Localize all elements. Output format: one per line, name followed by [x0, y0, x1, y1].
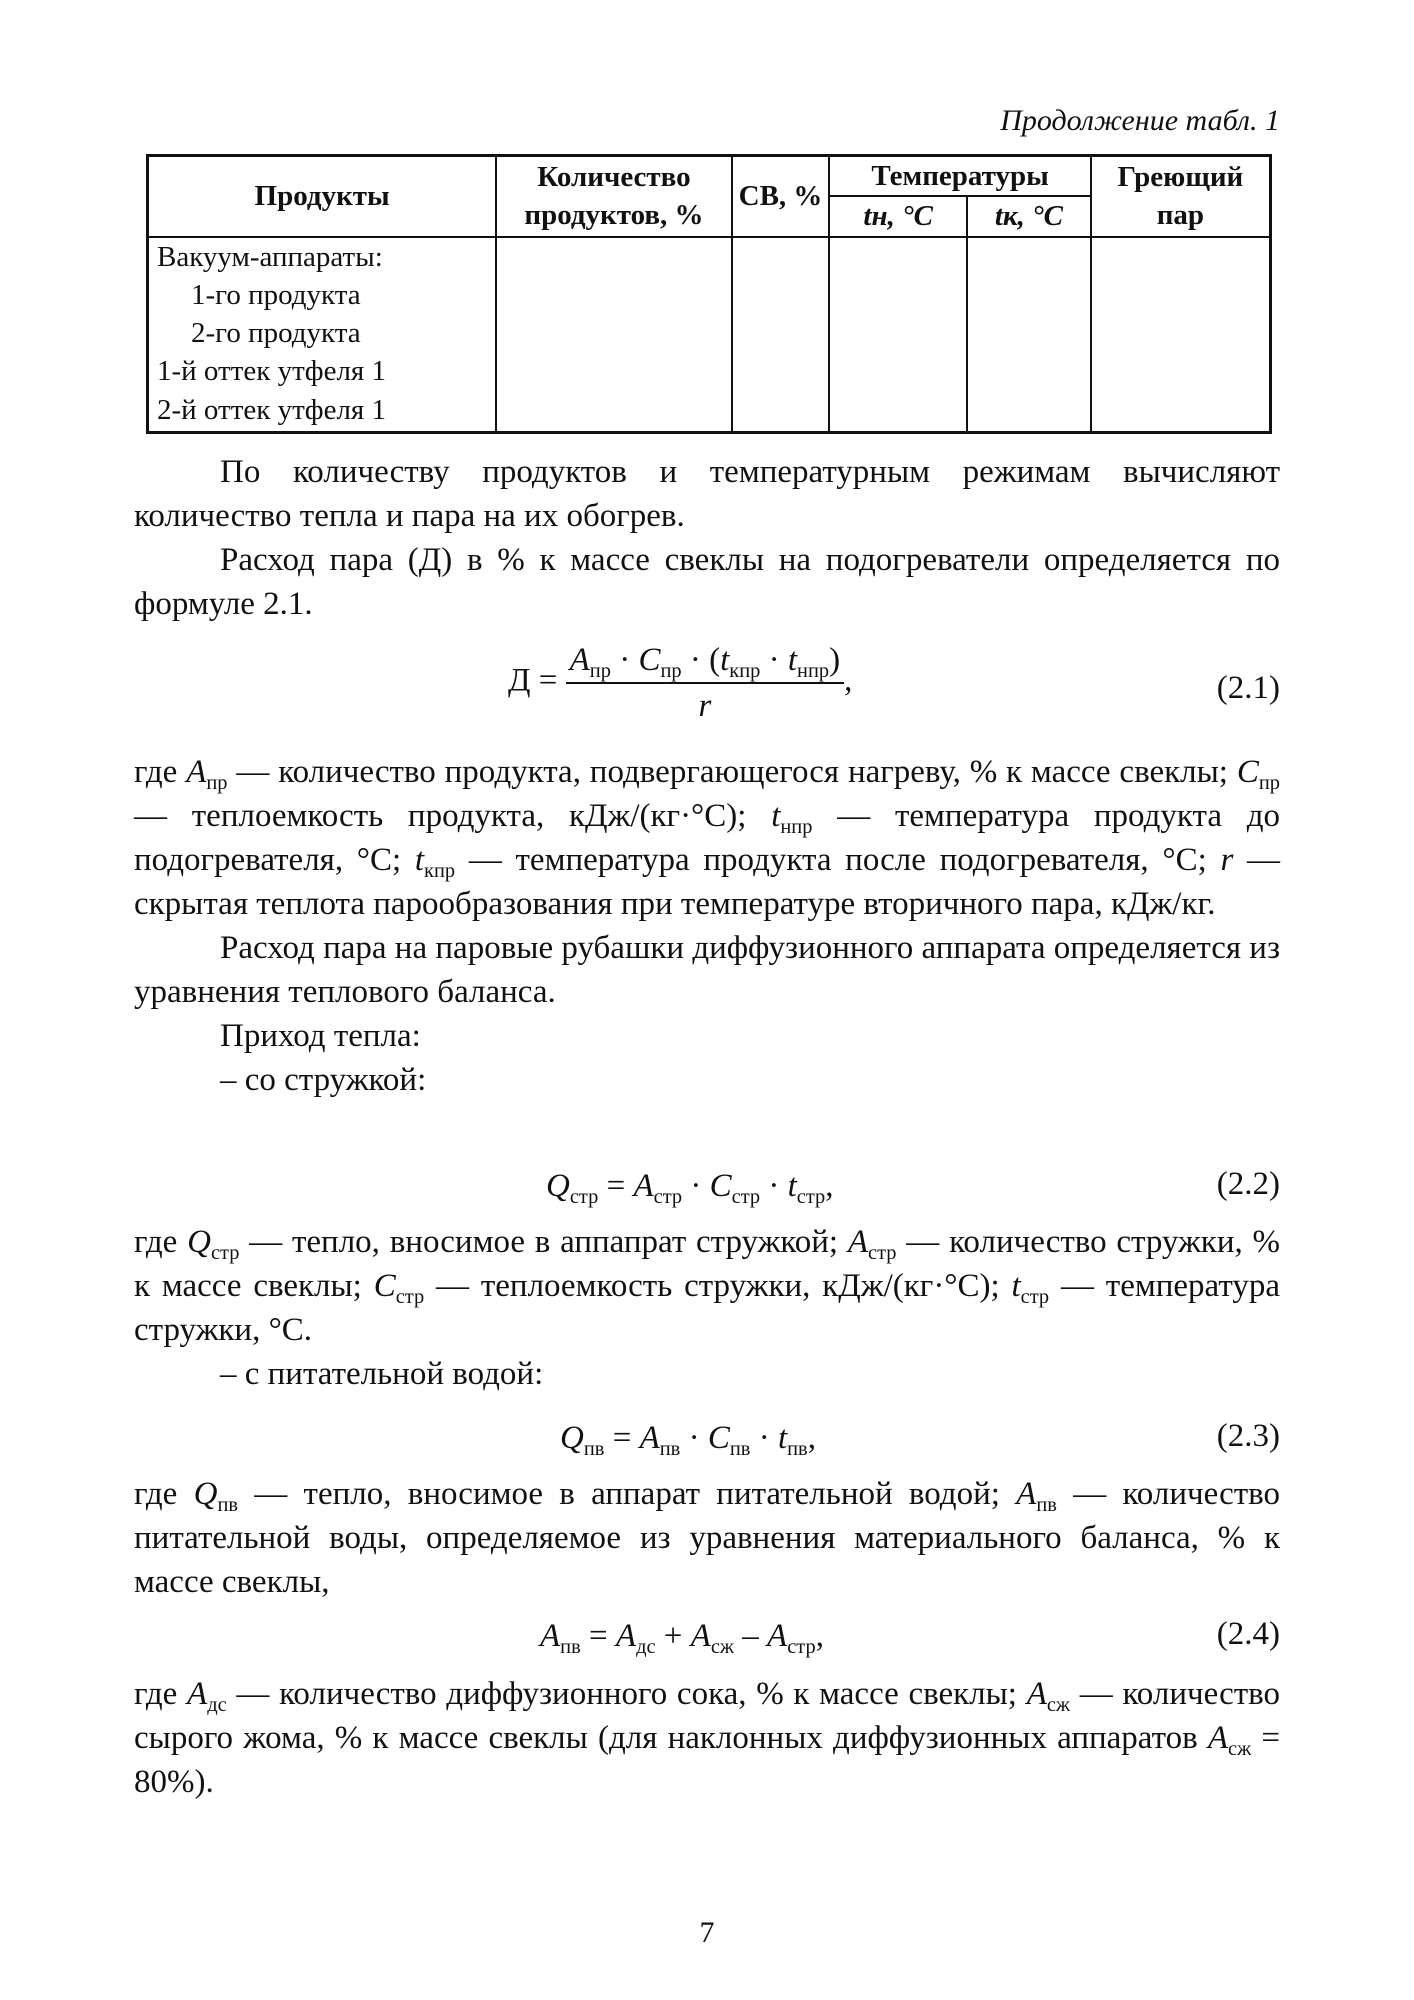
col-header-sv: СВ, %	[732, 156, 830, 237]
col-header-t-n: tн, °С	[829, 196, 967, 236]
table-row-label: 1-го продукта	[191, 278, 361, 311]
paragraph: – со стружкой:	[220, 1062, 427, 1098]
paragraph: Приход тепла:	[220, 1018, 421, 1054]
equation-number: (2.1)	[1216, 670, 1280, 706]
paragraph: Расход пара на паровые рубашки диффузионного аппарата определяется из уравнения теплового баланса.	[134, 930, 1280, 1010]
paragraph-definitions: где $Q_{стр}$ — тепло, вносимое в аппапрат стружкой; $A_{стр}$ — количество стружки, % к массе свеклы; $C_{стр}$ — теплоемкость стружки, кДж/(кг·°С); $t_{стр}$ — температура стружки, °С.	[134, 1224, 1280, 1348]
table-row-label: 2-й оттек утфеля 1	[157, 393, 386, 426]
text-block-3	[134, 1220, 1280, 1396]
products-table	[146, 154, 1272, 434]
paragraph: – с питательной водой:	[220, 1356, 544, 1392]
products-cell	[148, 237, 497, 433]
formula-2-4: $A_{пв} = A_{дс} + A_{сж} - A_{стр}$,	[540, 1618, 824, 1659]
formula-2-2: $Q_{стр} = A_{стр} \cdot C_{стр} \cdot t_{стр}$,	[546, 1168, 834, 1209]
page-number: 7	[699, 1916, 715, 1949]
text-block-2	[134, 750, 1280, 1102]
text-block-4	[134, 1472, 1280, 1604]
paragraph: По количеству продуктов и температурным режимам вычисляют количество тепла и пара на их обогрев.	[134, 454, 1280, 534]
paragraph-definitions: где $A_{пр}$ — количество продукта, подвергающегося нагреву, % к массе свеклы; $C_{пр}$ — теплоемкость продукта, кДж/(кг·°С); $t_{нпр}$ — температура продукта до подогревателя, °С; $t_{кпр}$ — температура продукта после подогревателя, °С; r — скрытая теплота парообразования при температуре вторичного пара, кДж/кг.	[134, 754, 1281, 922]
table-cell-empty	[1091, 237, 1271, 433]
col-header-temperatures: Температуры	[829, 156, 1090, 197]
formula-2-1: Д = $\frac{A_{пр} \cdot C_{пр} \cdot (t_{кпр} \cdot t_{нпр})}{r}$ ,	[508, 642, 853, 724]
table-cell-empty	[496, 237, 731, 433]
col-header-products: Продукты	[148, 156, 497, 237]
paragraph-definitions: где $Q_{пв}$ — тепло, вносимое в аппарат питательной водой; $A_{пв}$ — количество питательной воды, определяемое из уравнения материального баланса, % к массе свеклы,	[134, 1476, 1280, 1600]
paragraph: Расход пара (Д) в % к массе свеклы на подогреватели определяется по формуле 2.1.	[134, 542, 1280, 622]
equation-number: (2.4)	[1216, 1616, 1280, 1652]
table-continuation-label: Продолжение табл. 1	[1000, 104, 1280, 137]
equation-number: (2.2)	[1216, 1166, 1280, 1202]
formula-2-3: $Q_{пв} = A_{пв} \cdot C_{пв} \cdot t_{пв}$,	[560, 1420, 816, 1461]
col-header-quantity: Количество продуктов, %	[496, 156, 731, 237]
text-block-5	[134, 1672, 1280, 1804]
table-row-label: 1-й оттек утфеля 1	[157, 355, 386, 388]
text-block-1	[134, 450, 1280, 626]
table-cell-empty	[829, 237, 967, 433]
table-cell-empty	[967, 237, 1091, 433]
table-row-label: 2-го продукта	[191, 317, 361, 350]
table-cell-empty	[732, 237, 830, 433]
col-header-t-k: tк, °С	[967, 196, 1091, 236]
col-header-steam: Греющий пар	[1091, 156, 1271, 237]
table-row-label: Вакуум-аппараты:	[157, 240, 383, 273]
equation-number: (2.3)	[1216, 1418, 1280, 1454]
paragraph-definitions: где $A_{дс}$ — количество диффузионного сока, % к массе свеклы; $A_{сж}$ — количество сырого жома, % к массе свеклы (для наклонных диффузионных аппаратов $A_{сж} = 80\%$).	[134, 1676, 1280, 1800]
